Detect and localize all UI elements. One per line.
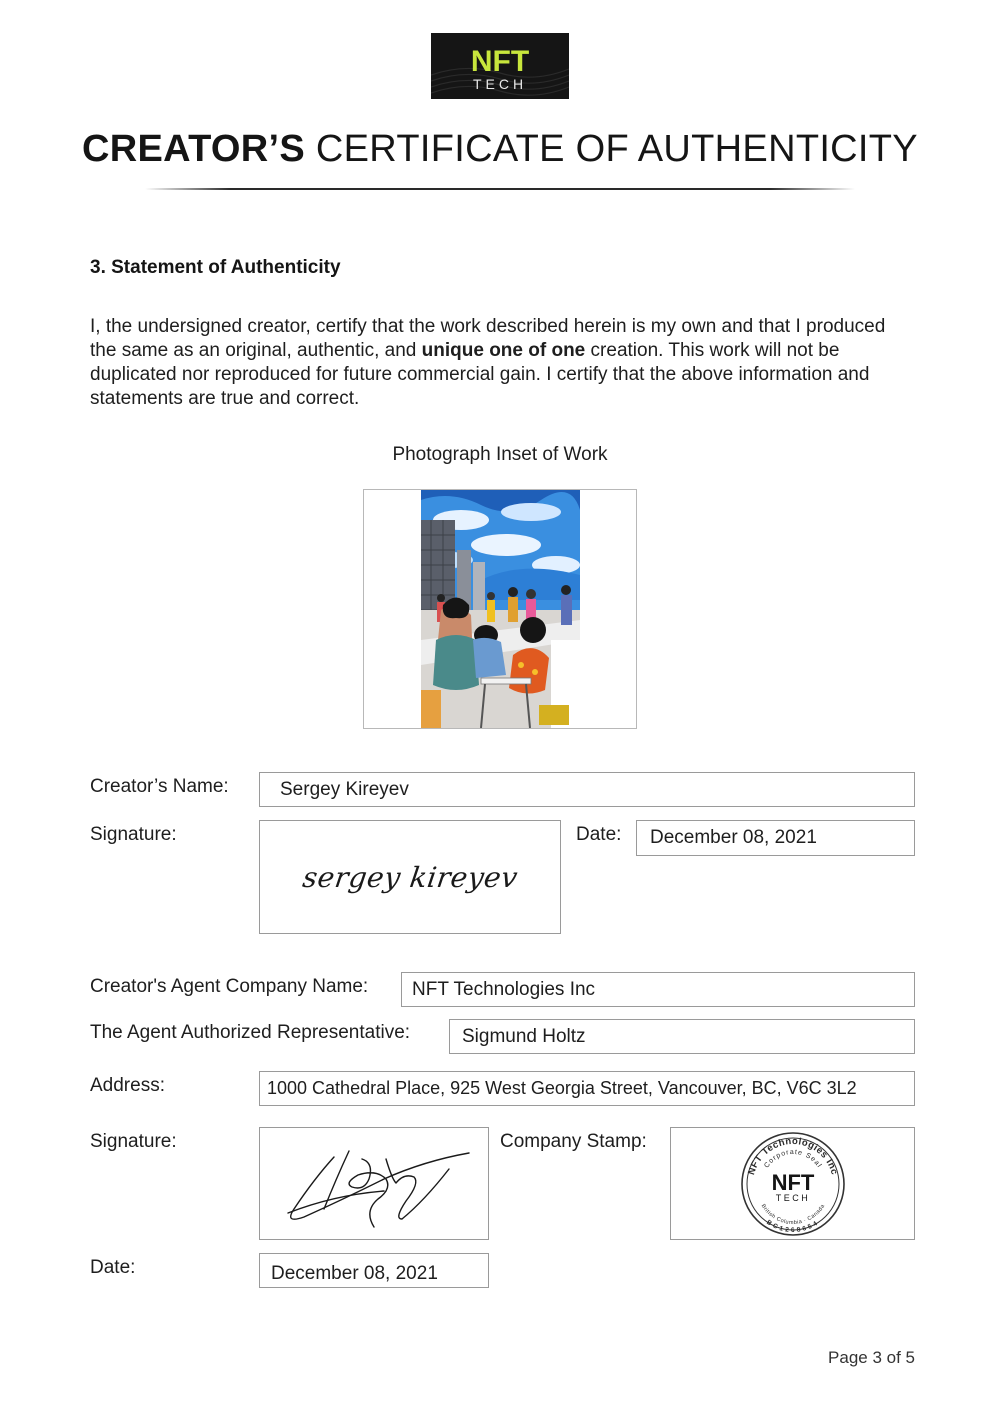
stamp-sub-text: Corporate Seal xyxy=(762,1148,823,1169)
agent-company-field[interactable]: NFT Technologies Inc xyxy=(401,972,915,1007)
creator-name-field[interactable]: Sergey Kireyev xyxy=(259,772,915,807)
agent-date-field[interactable]: December 08, 2021 xyxy=(259,1253,489,1288)
stamp-logo-text: NFT xyxy=(771,1169,814,1195)
company-stamp-label: Company Stamp: xyxy=(500,1131,647,1152)
address-field[interactable]: 1000 Cathedral Place, 925 West Georgia Street, Vancouver, BC, V6C 3L2 xyxy=(259,1071,915,1106)
title-light: CERTIFICATE OF AUTHENTICITY xyxy=(315,128,918,170)
creator-signature-box[interactable] xyxy=(259,820,561,934)
title-divider xyxy=(145,188,855,190)
agent-signature-box[interactable] xyxy=(259,1127,489,1240)
creator-name-label: Creator’s Name: xyxy=(90,776,229,797)
agent-rep-field[interactable]: Sigmund Holtz xyxy=(449,1019,915,1054)
stamp-logo-subtext: TECH xyxy=(775,1192,810,1203)
nft-tech-logo xyxy=(431,33,569,99)
company-stamp-box xyxy=(670,1127,915,1240)
creator-date-label: Date: xyxy=(576,824,622,845)
certificate-title xyxy=(0,128,1000,171)
company-stamp xyxy=(739,1130,847,1238)
agent-date-label: Date: xyxy=(90,1257,136,1278)
statement-part-1: I, the undersigned creator, certify that the work described herein is my own and that I produced the same as an original, authentic, and xyxy=(90,316,886,361)
page-number: Page 3 of 5 xyxy=(828,1348,915,1367)
logo-subtext: TECH xyxy=(472,76,528,92)
stamp-top-text: NFT Technologies Inc xyxy=(745,1135,840,1176)
statement-text xyxy=(90,315,910,411)
creator-signature-label: Signature: xyxy=(90,824,177,845)
agent-company-label: Creator's Agent Company Name: xyxy=(90,976,369,997)
title-bold: CREATOR’S xyxy=(82,128,306,170)
stamp-number: BC1268654 xyxy=(764,1218,821,1234)
address-label: Address: xyxy=(90,1075,165,1096)
statement-bold: unique one of one xyxy=(421,340,586,361)
artwork-image xyxy=(421,490,580,728)
logo-wordmark: NFT xyxy=(470,45,530,78)
statement-part-2: creation. This work will not be duplicated nor reproduced for future commercial gain. I certify that the above information and statements are true and correct. xyxy=(90,340,870,409)
agent-signature xyxy=(274,1139,474,1229)
creator-date-field[interactable]: December 08, 2021 xyxy=(636,820,915,856)
inset-label: Photograph Inset of Work xyxy=(392,444,608,465)
stamp-bottom-text: British Columbia · Canada xyxy=(759,1202,826,1226)
agent-rep-label: The Agent Authorized Representative: xyxy=(90,1022,411,1043)
creator-signature: sergey kireyev xyxy=(300,860,520,894)
section-heading: 3. Statement of Authenticity xyxy=(90,257,341,278)
agent-signature-label: Signature: xyxy=(90,1131,177,1152)
